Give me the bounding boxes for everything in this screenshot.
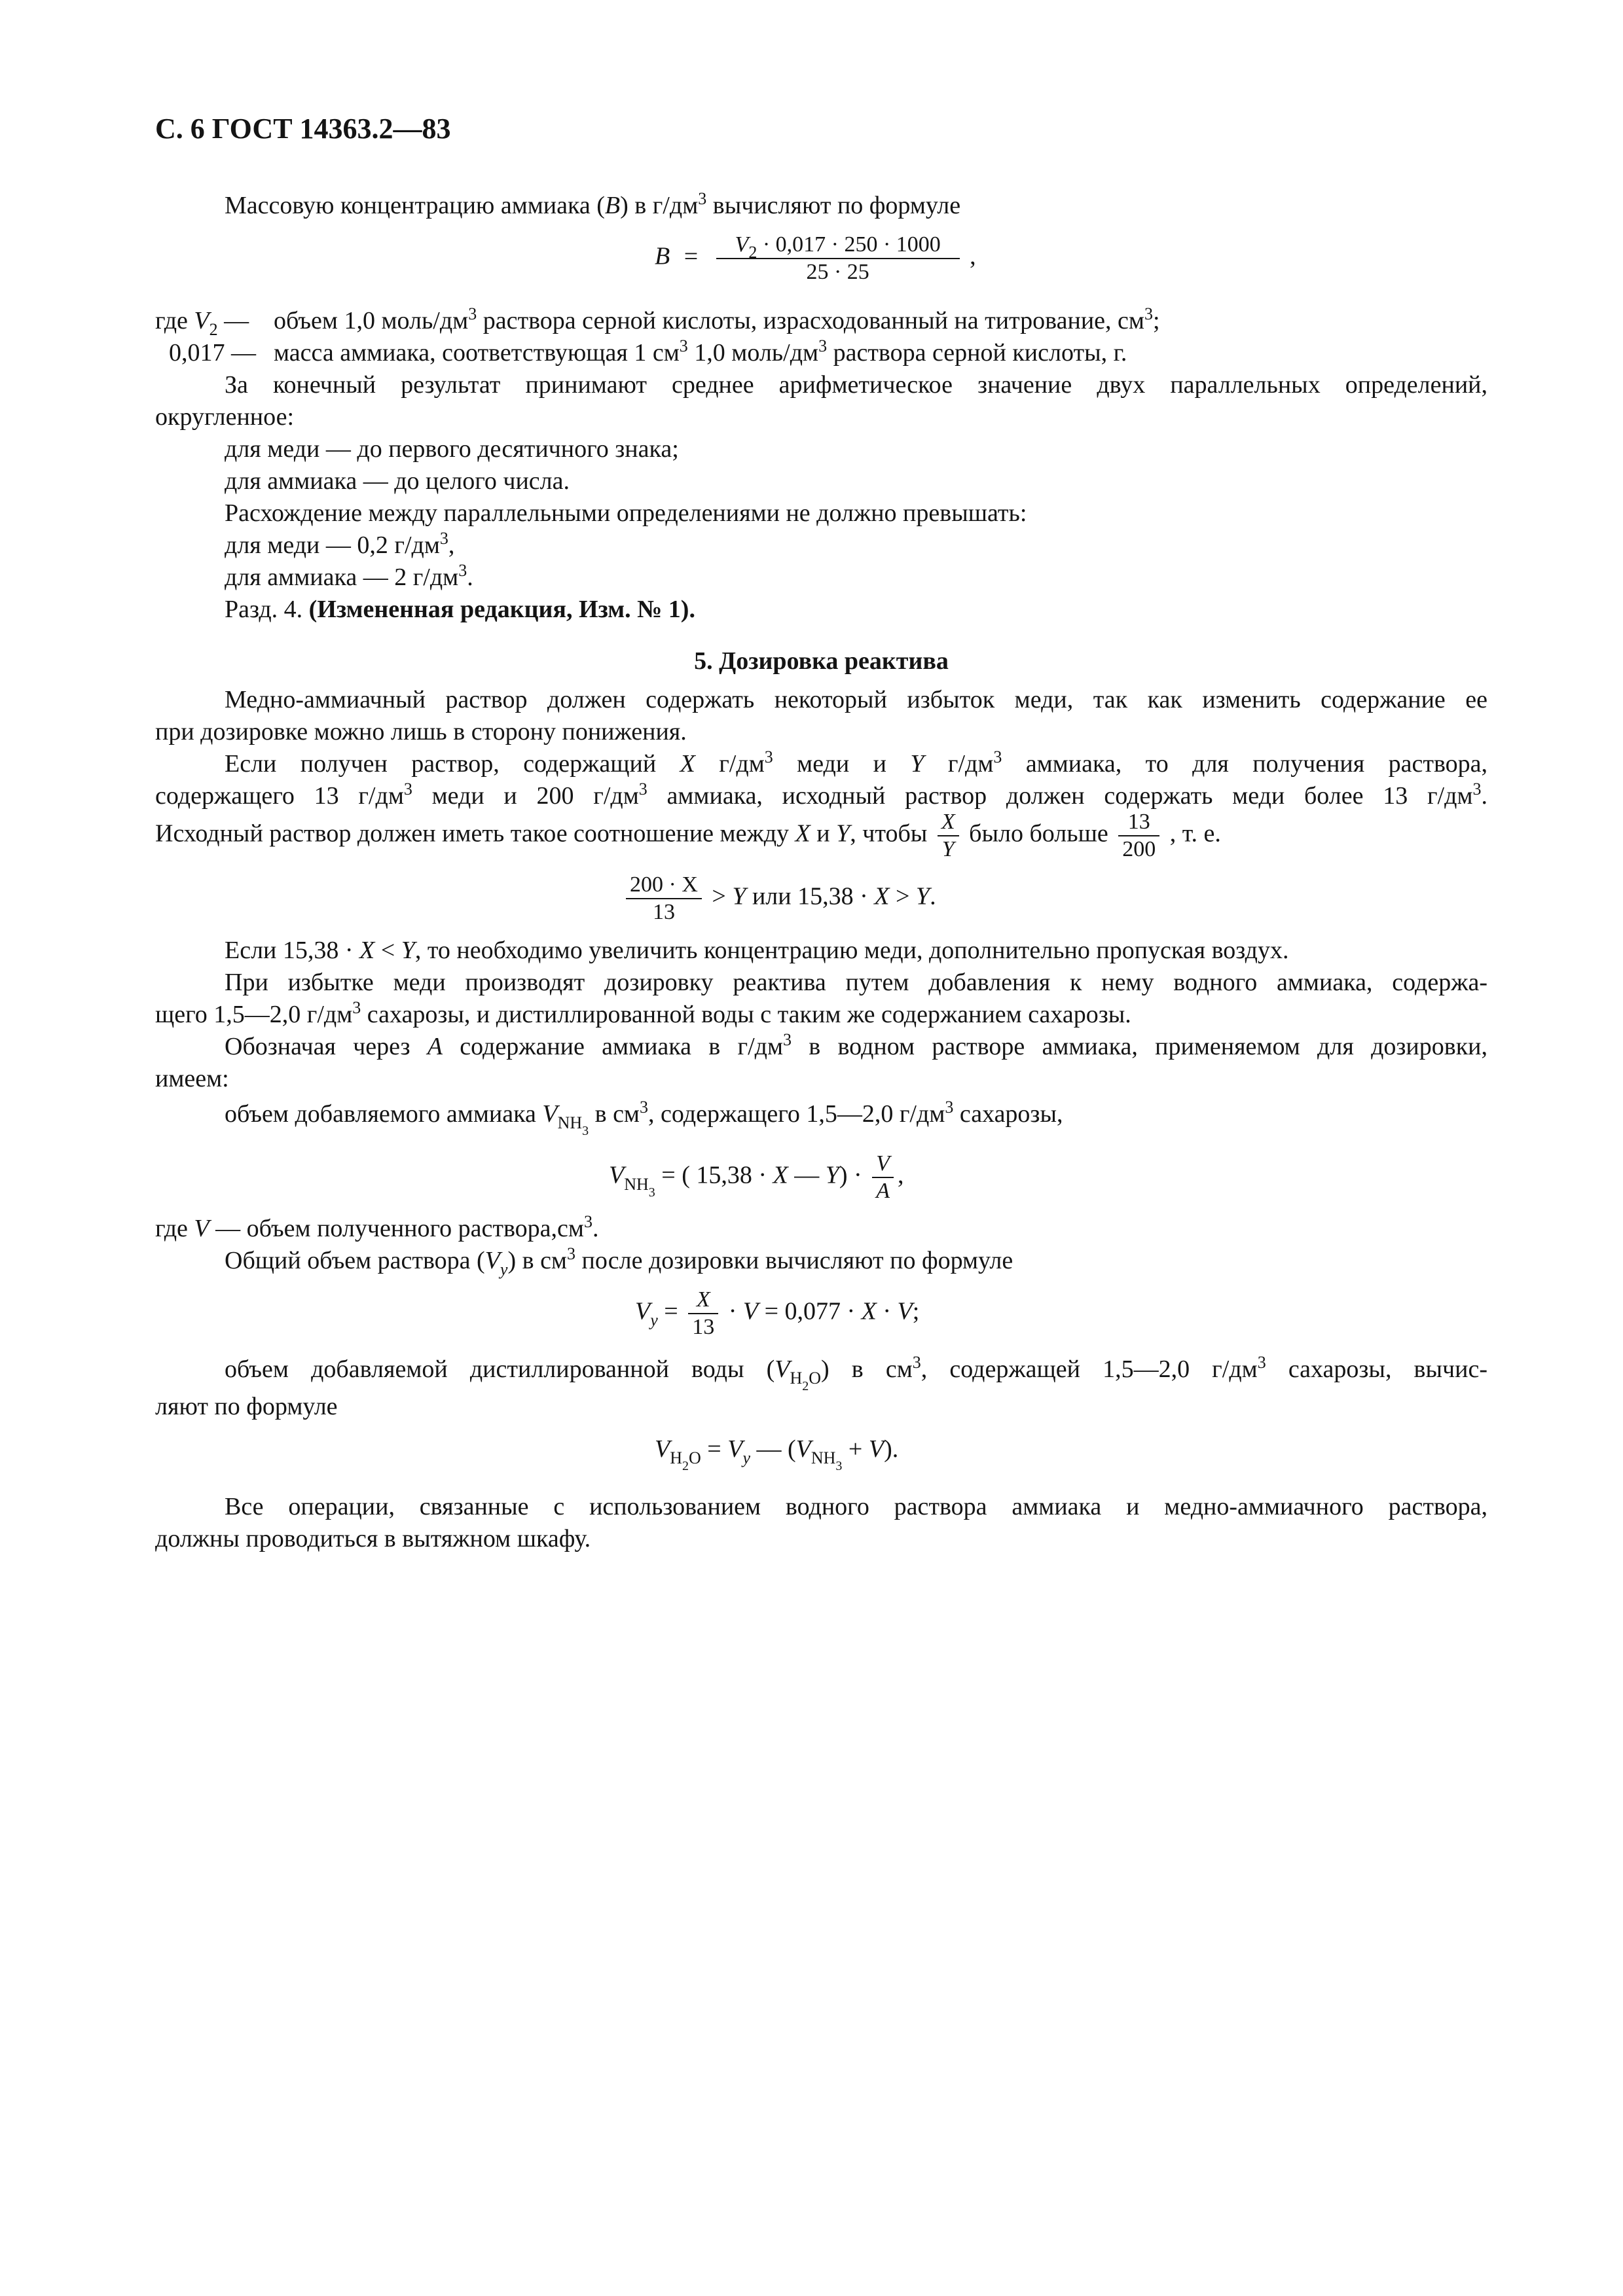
formula-fraction: $\frac{V_2 \cdot 0,017 \cdot 250 \cdot 1000}{25 \cdot 25}$ [716, 234, 960, 283]
section-para2-line3: Исходный раствор должен иметь такое соотношение между X и Y, чтобы $\frac{X}{Y}$ было больше $\frac{13}{200}$ , т. е. [155, 810, 1221, 861]
section-para1-line2: при дозировке можно лишь в сторону понижения. [155, 718, 687, 745]
formula-ratio-condition: $\frac{200 \cdot X}{13}$ > Y или 15,38 · X > Y. [622, 874, 936, 923]
section-para2-line1: Если получен раствор, содержащий X $г/дм^3$ меди и Y $г/дм^3$ аммиака, то для получения раствора, [225, 747, 1487, 778]
section-para3: Если 15,38 · X < Y, то необходимо увеличить концентрацию меди, дополнительно пропуская воздух. [225, 937, 1289, 964]
formula-ammonia-volume: $V_{NH_3}$ = ( 15,38 · X — Y) · $\frac{V}{A}$ , [609, 1151, 904, 1203]
formula-fraction: $\frac{200 \cdot X}{13}$ [626, 874, 702, 923]
discrepancy-copper: для меди — 0,2 $г/дм^3$, [225, 529, 455, 559]
section-title: 5. Дозировка реактива [694, 647, 949, 675]
where-v-definition: где V — объем полученного $раствора,см^3$. [155, 1212, 599, 1242]
paragraph-discrepancy: Расхождение между параллельными определениями не должно превышать: [225, 499, 1027, 527]
section-para9-line2: должны проводиться в вытяжном шкафу. [155, 1525, 591, 1552]
section-para7: Общий объем раствора $(V_y)$ в $см^3$ после дозировки вычисляют по формуле [225, 1244, 1013, 1279]
section-para8-line1: объем добавляемой дистиллированной воды $(V_{H_2O})$ в $см^3$, содержащей 1,5—2,0 $г/дм^3$ сахарозы, вычис- [225, 1353, 1487, 1393]
section-para6: объем добавляемого аммиака $V_{NH_3}$ в $см^3$, содержащего 1,5—2,0 $г/дм^3$ сахарозы, [225, 1098, 1063, 1138]
rounding-copper: для меди — до первого десятичного знака; [225, 435, 679, 463]
section-para1-line1: Медно-аммиачный раствор должен содержать некоторый избыток меди, так как изменить содержание ее [225, 686, 1487, 713]
section-para9-line1: Все операции, связанные с использованием водного раствора аммиака и медно-аммиачного раствора, [225, 1493, 1487, 1520]
paragraph-mass-concentration: Массовую концентрацию аммиака (B) в $г/дм^3$ вычисляют по формуле [225, 189, 961, 219]
ratio-x-over-y: $\frac{X}{Y}$ [938, 812, 959, 860]
paragraph-final-result-line1: За конечный результат принимают среднее арифметическое значение двух параллельных определений, [225, 371, 1487, 399]
section-para5-line2: имеем: [155, 1065, 229, 1092]
where-v2-label: где $V_2$ — [155, 307, 249, 339]
revision-note: Разд. 4. (Измененная редакция, Изм. № 1). [225, 596, 695, 623]
formula-fraction: $\frac{V}{A}$ [872, 1153, 894, 1202]
section-para4-line2: щего 1,5—2,0 $г/дм^3$ сахарозы, и дистиллированной воды с таким же содержанием сахарозы. [155, 998, 1131, 1028]
where-0017-text: масса аммиака, соответствующая 1 $см^3$ 1,0 моль/$дм^3$ раствора серной кислоты, г. [274, 336, 1127, 367]
section-para8-line2: ляют по формуле [155, 1393, 338, 1420]
formula-ammonia-concentration: B = $\frac{V_2 \cdot 0,017 \cdot 250 \cdot 1000}{25 \cdot 25}$ , [655, 232, 976, 284]
where-0017-label: 0,017 — [169, 339, 256, 367]
formula-water-volume: $V_{H_2O} = V_y$ — $(V_{NH_3} + V)$. [655, 1435, 899, 1473]
paragraph-final-result-line2: округленное: [155, 403, 295, 431]
page-header: С. 6 ГОСТ 14363.2—83 [155, 113, 451, 145]
section-para4-line1: При избытке меди производят дозировку реактива путем добавления к нему водного аммиака, содержа- [225, 969, 1487, 996]
where-v2-text: объем 1,0 моль/$дм^3$ раствора серной кислоты, израсходованный на титрование, $см^3$; [274, 304, 1160, 334]
formula-total-volume: $V_y$ = $\frac{X}{13}$ · V = 0,077 · X · V; [635, 1287, 920, 1339]
section-para2-line2: содержащего 13 $г/дм^3$ меди и 200 $г/дм^3$ аммиака, исходный раствор должен содержать меди более 13 $г/дм^3$. [155, 780, 1487, 810]
ratio-13-over-200: $\frac{13}{200}$ [1118, 812, 1159, 860]
rounding-ammonia: для аммиака — до целого числа. [225, 467, 570, 495]
formula-fraction: $\frac{X}{13}$ [688, 1289, 718, 1338]
discrepancy-ammonia: для аммиака — 2 $г/дм^3$. [225, 561, 473, 591]
section-para5-line1: Обозначая через A содержание аммиака в $г/дм^3$ в водном растворе аммиака, применяемом для дозировки, [225, 1030, 1487, 1060]
